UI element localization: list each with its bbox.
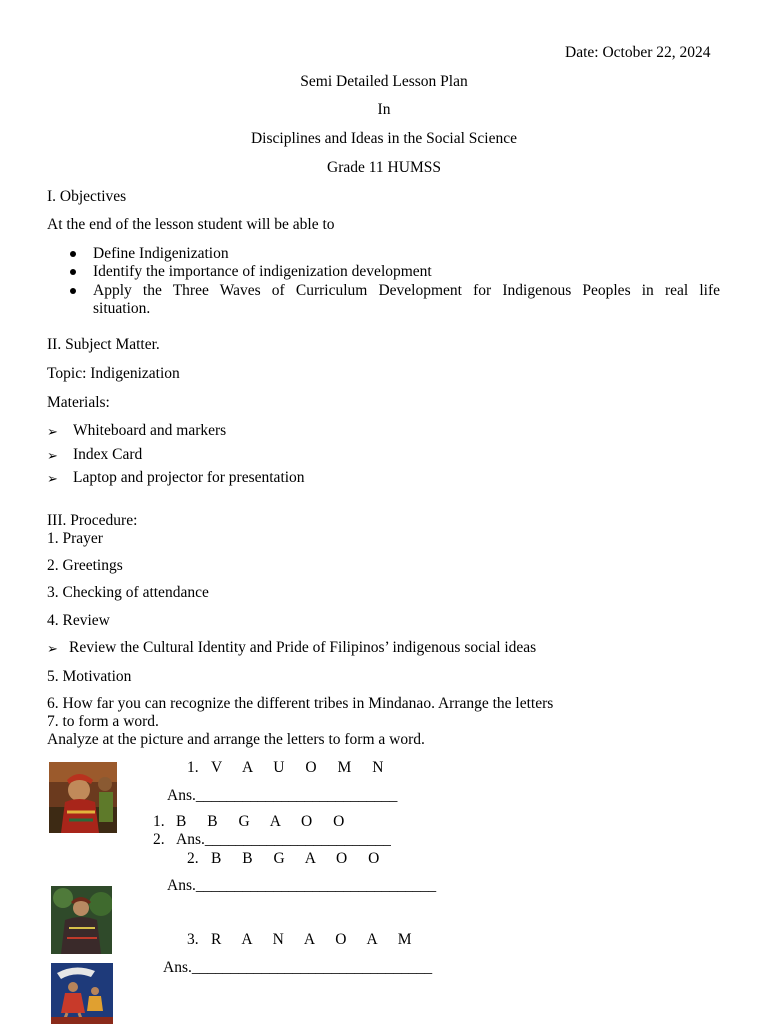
arrow-bullet-icon: ➢ <box>47 471 58 486</box>
bullet-icon <box>70 288 76 294</box>
procedure-heading: III. Procedure: <box>47 512 138 529</box>
tribe-photo-2 <box>51 886 112 954</box>
objective-item-continued: situation. <box>93 300 151 317</box>
answer-blank: Ans._______________________________ <box>167 877 437 894</box>
question-number: 2. <box>153 831 165 848</box>
arrow-bullet-icon: ➢ <box>47 641 58 656</box>
procedure-step-6: 6. How far you can recognize the different tribes in Mindanao. Arrange the letters <box>47 695 554 712</box>
answer-blank: Ans.__________________________ <box>167 787 398 804</box>
question-number: 1. <box>187 759 199 776</box>
procedure-step: 1. Prayer <box>47 530 103 547</box>
title-line-2: In <box>377 101 391 118</box>
scrambled-letters: R A N A O A M <box>211 931 421 948</box>
arrow-bullet-icon: ➢ <box>47 424 58 439</box>
title-line-4: Grade 11 HUMSS <box>327 159 441 176</box>
material-item: Index Card <box>73 446 143 463</box>
tribe-photo-3 <box>51 963 113 1024</box>
answer-blank: Ans._______________________________ <box>163 959 433 976</box>
material-item: Whiteboard and markers <box>73 422 227 439</box>
objective-item: Identify the importance of indigenization development <box>93 263 432 280</box>
question-number: 2. <box>187 850 199 867</box>
answer-blank: Ans.________________________ <box>176 831 391 848</box>
scrambled-letters: V A U O M N <box>211 759 392 776</box>
motivation-step: 5. Motivation <box>47 668 132 685</box>
procedure-step: 2. Greetings <box>47 557 123 574</box>
objectives-heading: I. Objectives <box>47 188 127 205</box>
procedure-step-7: 7. to form a word. <box>47 713 159 730</box>
subject-matter-heading: II. Subject Matter. <box>47 336 160 353</box>
date-text: Date: October 22, 2024 <box>565 44 711 61</box>
procedure-step: 3. Checking of attendance <box>47 584 209 601</box>
tribe-photo-1 <box>49 762 117 833</box>
scrambled-letters: B B G A O O <box>211 850 388 867</box>
analyze-instruction: Analyze at the picture and arrange the letters to form a word. <box>47 731 425 748</box>
bullet-icon <box>70 251 76 257</box>
objectives-intro: At the end of the lesson student will be able to <box>47 216 335 233</box>
question-number: 1. <box>153 813 165 830</box>
question-number: 3. <box>187 931 199 948</box>
scrambled-letters: B B G A O O <box>176 813 353 830</box>
bullet-icon <box>70 269 76 275</box>
arrow-bullet-icon: ➢ <box>47 448 58 463</box>
materials-label: Materials: <box>47 394 110 411</box>
title-line-1: Semi Detailed Lesson Plan <box>300 73 468 90</box>
topic-text: Topic: Indigenization <box>47 365 180 382</box>
title-line-3: Disciplines and Ideas in the Social Science <box>250 130 517 147</box>
review-item: Review the Cultural Identity and Pride of Filipinos’ indigenous social ideas <box>69 639 537 656</box>
material-item: Laptop and projector for presentation <box>73 469 305 486</box>
objective-item: Define Indigenization <box>93 245 229 262</box>
procedure-step: 4. Review <box>47 612 110 629</box>
objective-item: Apply the Three Waves of Curriculum Development for Indigenous Peoples in real life <box>93 282 720 299</box>
